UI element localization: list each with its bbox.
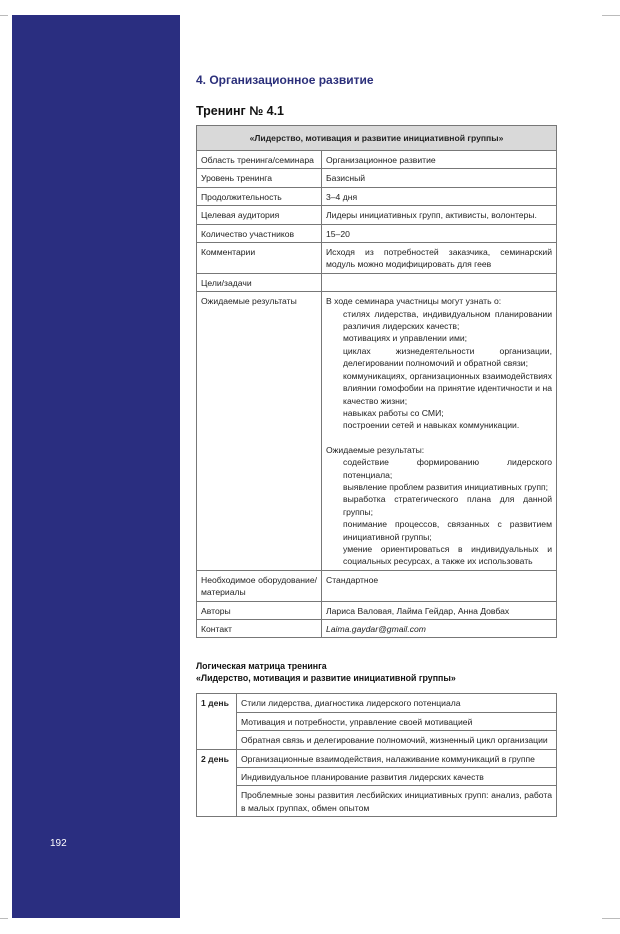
crop-mark bbox=[0, 918, 8, 919]
matrix-row bbox=[197, 768, 557, 786]
expected-intro: Ожидаемые результаты: bbox=[326, 444, 425, 455]
table-row bbox=[197, 206, 557, 224]
table-row bbox=[197, 151, 557, 169]
row-value[interactable]: Laima.gaydar@gmail.com bbox=[322, 620, 557, 638]
day-label bbox=[197, 731, 237, 749]
row-value: 3–4 дня bbox=[322, 187, 557, 205]
row-value: Базисный bbox=[322, 169, 557, 187]
row-key: Область тренинга/семинара bbox=[197, 151, 322, 169]
section-title: 4. Организационное развитие bbox=[196, 73, 374, 87]
table-row bbox=[197, 570, 557, 601]
row-key: Продолжительность bbox=[197, 187, 322, 205]
list-item: навыках работы со СМИ; bbox=[343, 407, 444, 418]
training-title: Тренинг № 4.1 bbox=[196, 104, 284, 118]
page-content bbox=[196, 73, 557, 817]
matrix-table bbox=[196, 693, 557, 817]
row-value: Стандартное bbox=[322, 570, 557, 601]
matrix-item: Стили лидерства, диагностика лидерского потенциала bbox=[237, 694, 557, 712]
matrix-title-line2: «Лидерство, мотивация и развитие инициативной группы» bbox=[196, 673, 456, 684]
matrix-item: Мотивация и потребности, управление своей мотивацией bbox=[237, 712, 557, 730]
row-key: Ожидаемые результаты bbox=[197, 292, 322, 571]
table-header: «Лидерство, мотивация и развитие инициативной группы» bbox=[197, 126, 557, 151]
matrix-item: Проблемные зоны развития лесбийских инициативных групп: анализ, работа в малых группах, обмен опытом bbox=[237, 786, 557, 817]
results-intro: В ходе семинара участницы могут узнать о: bbox=[326, 296, 502, 307]
matrix-title-line1: Логическая матрица тренинга bbox=[196, 661, 327, 672]
day-label: 1 день bbox=[197, 694, 237, 712]
row-value: Лидеры инициативных групп, активисты, волонтеры. bbox=[322, 206, 557, 224]
matrix-row bbox=[197, 749, 557, 767]
row-value bbox=[322, 292, 557, 571]
day-label bbox=[197, 712, 237, 730]
list-item: коммуникациях, организационных взаимодействиях влиянии гомофобии на принятие идентичности и на качество жизни; bbox=[343, 370, 552, 406]
matrix-row bbox=[197, 731, 557, 749]
row-key: Контакт bbox=[197, 620, 322, 638]
row-key: Уровень тренинга bbox=[197, 169, 322, 187]
row-key: Необходимое оборудование/материалы bbox=[197, 570, 322, 601]
row-key: Комментарии bbox=[197, 243, 322, 274]
row-key: Цели/задачи bbox=[197, 273, 322, 291]
matrix-row bbox=[197, 712, 557, 730]
matrix-row bbox=[197, 786, 557, 817]
row-value bbox=[322, 273, 557, 291]
training-table bbox=[196, 125, 557, 638]
row-key: Количество участников bbox=[197, 224, 322, 242]
table-row bbox=[197, 292, 557, 571]
row-key: Целевая аудитория bbox=[197, 206, 322, 224]
table-row bbox=[197, 187, 557, 205]
list-item: содействие формированию лидерского потенциала; bbox=[343, 457, 552, 480]
row-value: 15–20 bbox=[322, 224, 557, 242]
row-value: Исходя из потребностей заказчика, семинарский модуль можно модифицировать для геев bbox=[322, 243, 557, 274]
list-item: стилях лидерства, индивидуальном планировании различия лидерских качеств; bbox=[343, 308, 552, 332]
day-label bbox=[197, 786, 237, 817]
crop-mark bbox=[0, 15, 8, 16]
table-row bbox=[197, 273, 557, 291]
table-row bbox=[197, 601, 557, 619]
matrix-item: Индивидуальное планирование развития лидерских качеств bbox=[237, 768, 557, 786]
list-item: циклах жизнедеятельности организации, делегировании полномочий и обратной связи; bbox=[343, 345, 552, 369]
page-number: 192 bbox=[50, 838, 67, 849]
matrix-row bbox=[197, 694, 557, 712]
table-row bbox=[197, 224, 557, 242]
matrix-item: Организационные взаимодействия, налаживание коммуникаций в группе bbox=[237, 749, 557, 767]
list-item: умение ориентироваться в индивидуальных и социальных ресурсах, а также их использовать bbox=[343, 543, 552, 567]
list-item: мотивациях и управлении ими; bbox=[343, 333, 468, 344]
crop-mark bbox=[602, 918, 620, 919]
list-item: понимание процессов, связанных с развитием инициативной группы; bbox=[343, 519, 552, 542]
table-row bbox=[197, 169, 557, 187]
list-item: выявление проблем развития инициативных групп; bbox=[343, 481, 549, 492]
table-row bbox=[197, 243, 557, 274]
list-item: выработка стратегического плана для данной группы; bbox=[343, 494, 552, 517]
table-row bbox=[197, 620, 557, 638]
day-label: 2 день bbox=[197, 749, 237, 767]
row-key: Авторы bbox=[197, 601, 322, 619]
matrix-title bbox=[196, 660, 557, 684]
row-value: Лариса Валовая, Лайма Гейдар, Анна Довбах bbox=[322, 601, 557, 619]
matrix-item: Обратная связь и делегирование полномочий, жизненный цикл организации bbox=[237, 731, 557, 749]
sidebar-band bbox=[12, 15, 180, 918]
list-item: построении сетей и навыках коммуникации. bbox=[343, 420, 520, 431]
row-value: Организационное развитие bbox=[322, 151, 557, 169]
day-label bbox=[197, 768, 237, 786]
crop-mark bbox=[602, 15, 620, 16]
